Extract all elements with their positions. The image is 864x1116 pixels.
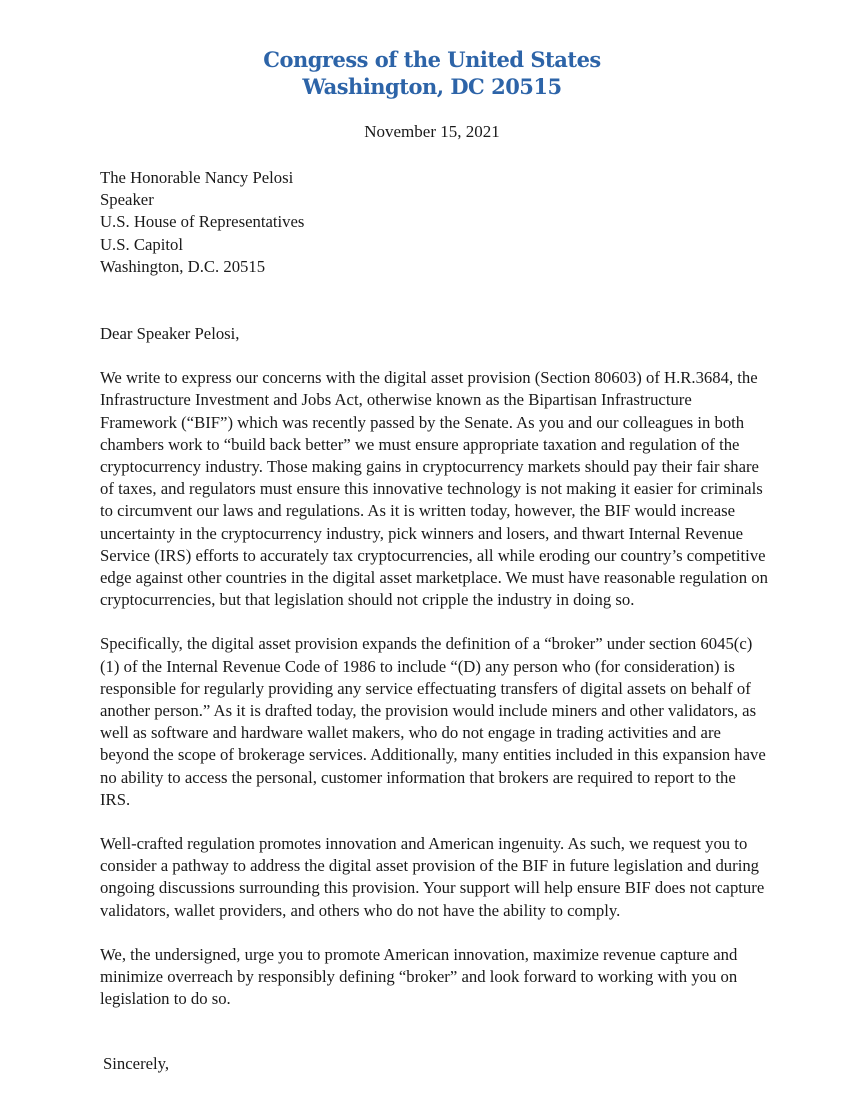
recipient-address-block	[100, 167, 768, 278]
paragraph-concerns: We write to express our concerns with the digital asset provision (Section 80603) of H.R.3684, the Infrastructure Investment and Jobs Act, otherwise known as the Bipartisan Infrastructure Framework (“BIF”) which was recently passed by the Senate. As you and our colleagues in both chambers work to “build back better” we must ensure appropriate taxation and regulation of the cryptocurrency industry. Those making gains in cryptocurrency markets should pay their fair share of taxes, and regulators must ensure this innovative technology is not making it easier for criminals to circumvent our laws and regulations. As it is written today, however, the BIF would increase uncertainty in the cryptocurrency industry, pick winners and losers, and thwart Internal Revenue Service (IRS) efforts to accurately tax cryptocurrencies, all while eroding our country’s competitive edge against other countries in the digital asset marketplace. We must have reasonable regulation on cryptocurrencies, but that legislation should not cripple the industry in doing so.	[100, 368, 768, 610]
letterhead	[0, 0, 864, 100]
letterhead-line-2: Washington, DC 20515	[302, 74, 562, 99]
letter-body	[100, 167, 768, 1075]
salutation: Dear Speaker Pelosi,	[100, 324, 240, 344]
letter-date: November 15, 2021	[364, 122, 500, 141]
closing-sincerely: Sincerely,	[103, 1053, 170, 1073]
letterhead-line-1: Congress of the United States	[263, 47, 601, 72]
recipient-organization: U.S. House of Representatives	[100, 212, 305, 232]
paragraph-undersigned: We, the undersigned, urge you to promote American innovation, maximize revenue capture and minimize overreach by responsibly defining “broker” and look forward to working with you on legislation to do so.	[100, 944, 738, 1009]
paragraph-group	[100, 367, 768, 1010]
recipient-city-zip: Washington, D.C. 20515	[100, 256, 266, 276]
paragraph-request: Well-crafted regulation promotes innovation and American ingenuity. As such, we request you to consider a pathway to address the digital asset provision of the BIF in future legislation and during ongoing discussions surrounding this provision. Your support will help ensure BIF does not capture validators, wallet providers, and others who do not have the ability to comply.	[100, 834, 765, 920]
recipient-name: The Honorable Nancy Pelosi	[100, 168, 294, 187]
recipient-building: U.S. Capitol	[100, 234, 183, 254]
paragraph-broker-definition: Specifically, the digital asset provision expands the definition of a “broker” under section 6045(c)(1) of the Internal Revenue Code of 1986 to include “(D) any person who (for consideration) is responsible for regularly providing any service effectuating transfers of digital assets on behalf of another person.” As it is drafted today, the provision would include miners and other validators, as well as software and hardware wallet makers, who do not engage in trading activities and are beyond the scope of brokerage services. Additionally, many entities included in this expansion have no ability to access the personal, customer information that brokers are required to report to the IRS.	[100, 634, 766, 809]
recipient-title: Speaker	[100, 190, 154, 210]
